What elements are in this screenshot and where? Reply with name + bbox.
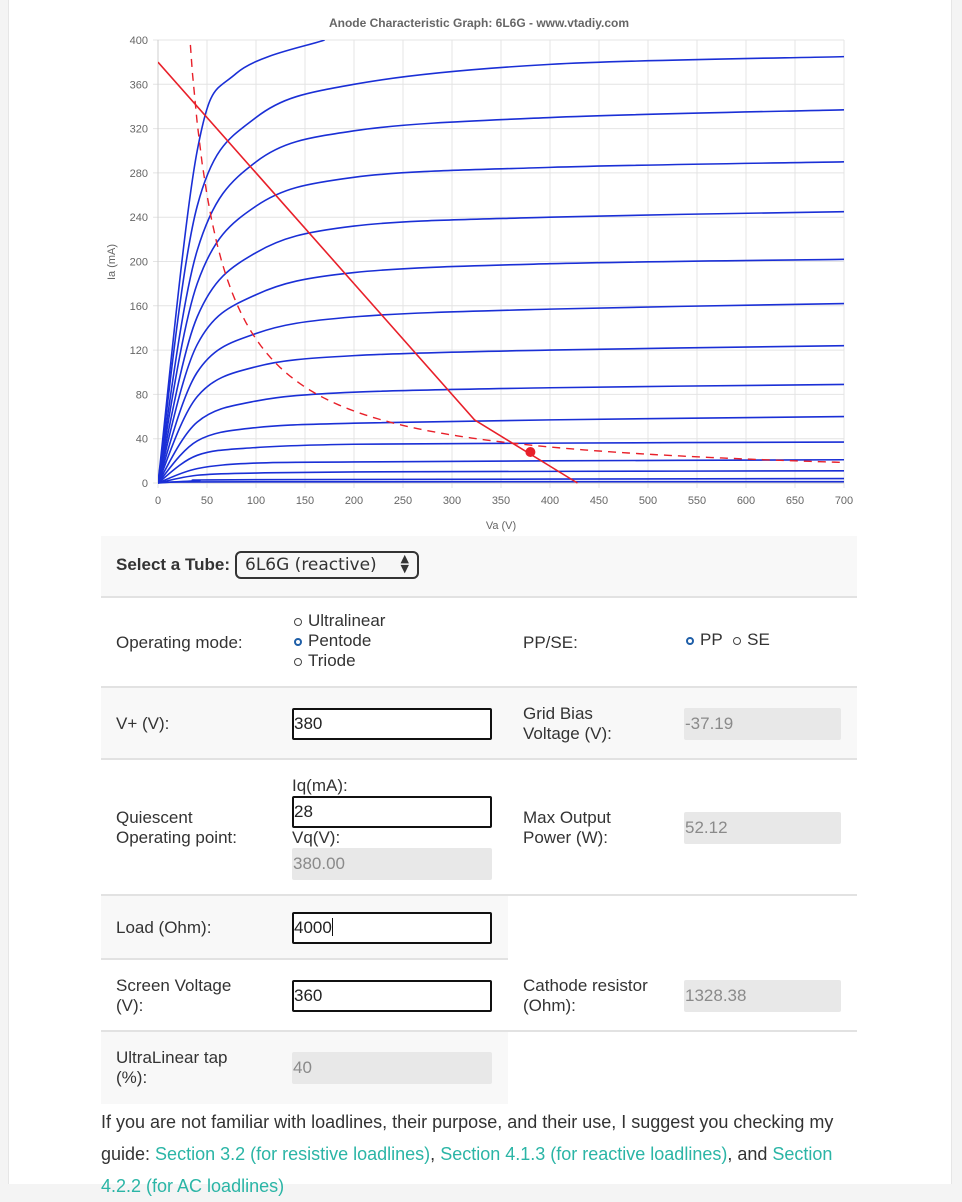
quiescent-label: Quiescent Operating point: <box>116 808 237 847</box>
se-label: SE <box>747 630 770 649</box>
pp-label: PP <box>700 630 723 649</box>
cathode-resistor-label: Cathode resistor (Ohm): <box>523 976 648 1015</box>
mode-ultralinear-label: Ultralinear <box>308 611 386 630</box>
y-tick-label: 280 <box>129 167 148 180</box>
x-tick-label: 400 <box>540 495 560 507</box>
radio-ultralinear[interactable] <box>294 618 302 626</box>
operating-mode-row <box>101 598 857 688</box>
y-tick-label: 80 <box>135 389 148 402</box>
chart-title: Anode Characteristic Graph: 6L6G - www.vtadiy.com <box>328 16 630 30</box>
chart-plot-area <box>136 3 844 483</box>
tube-select-value: 6L6G (reactive) <box>245 555 377 575</box>
ultralinear-tap-label: UltraLinear tap (%): <box>116 1048 228 1087</box>
x-tick-label: 200 <box>344 495 364 507</box>
vplus-row <box>101 688 857 760</box>
radio-pentode[interactable] <box>294 638 302 646</box>
y-tick-label: 200 <box>129 256 148 269</box>
vplus-input[interactable]: 380 <box>292 708 492 740</box>
tube-select-row <box>101 536 857 598</box>
x-tick-label: 650 <box>785 495 805 507</box>
load-label: Load (Ohm): <box>116 918 212 937</box>
select-tube-label: Select a Tube: <box>116 555 230 574</box>
x-tick-label: 550 <box>687 495 707 507</box>
x-tick-label: 700 <box>834 495 854 507</box>
x-tick-label: 0 <box>154 495 162 507</box>
tube-select[interactable] <box>235 551 419 579</box>
load-row <box>101 896 508 960</box>
radio-se[interactable] <box>733 637 741 645</box>
anode-characteristic-chart <box>0 0 962 536</box>
y-tick-label: 160 <box>129 300 148 313</box>
link-section-3-2[interactable]: Section 3.2 (for resistive loadlines) <box>155 1144 431 1164</box>
iq-label: Iq(mA): <box>292 776 348 795</box>
plot-series-group <box>136 3 844 483</box>
x-tick-label: 450 <box>589 495 609 507</box>
ppse-label: PP/SE: <box>523 633 578 652</box>
loadline-guide-paragraph <box>101 1106 861 1202</box>
x-tick-label: 500 <box>638 495 658 507</box>
screen-voltage-input[interactable]: 360 <box>292 980 492 1012</box>
max-power-output: 52.12 <box>684 812 841 844</box>
mode-pentode-label: Pentode <box>308 631 372 650</box>
x-tick-label: 100 <box>246 495 266 507</box>
radio-triode[interactable] <box>294 658 302 666</box>
separator-2: , and <box>727 1144 773 1164</box>
link-section-4-1-3[interactable]: Section 4.1.3 (for reactive loadlines) <box>440 1144 728 1164</box>
x-tick-label: 300 <box>442 495 462 507</box>
operating-point-marker <box>525 447 535 457</box>
y-tick-label: 320 <box>129 123 148 136</box>
screen-voltage-label: Screen Voltage (V): <box>116 976 232 1015</box>
x-tick-label: 150 <box>295 495 315 507</box>
y-tick-label: 40 <box>135 433 148 446</box>
y-tick-label: 400 <box>129 35 148 47</box>
quiescent-row <box>101 760 857 896</box>
link-section-4-2-2[interactable]: Section 4.2.2 (for AC loadlines) <box>101 1144 833 1196</box>
mode-option-ultralinear[interactable] <box>294 611 385 631</box>
text-caret <box>332 918 333 936</box>
ultralinear-row <box>101 1032 508 1104</box>
y-axis-label: Ia (mA) <box>106 243 118 281</box>
x-tick-label: 600 <box>736 495 756 507</box>
mode-option-triode[interactable] <box>294 651 356 671</box>
vq-output: 380.00 <box>292 848 492 880</box>
mode-triode-label: Triode <box>308 651 356 670</box>
cathode-resistor-output: 1328.38 <box>684 980 841 1012</box>
mode-option-pentode[interactable] <box>294 631 371 651</box>
operating-mode-label: Operating mode: <box>116 633 243 652</box>
y-tick-label: 240 <box>129 212 148 225</box>
ultralinear-tap-output: 40 <box>292 1052 492 1084</box>
y-tick-label: 0 <box>141 478 148 490</box>
vq-label: Vq(V): <box>292 828 341 847</box>
x-tick-label: 50 <box>200 495 214 507</box>
y-tick-label: 120 <box>129 345 148 358</box>
ppse-options <box>686 630 770 650</box>
separator-1: , <box>430 1144 441 1164</box>
vplus-label: V+ (V): <box>116 714 170 733</box>
iq-input[interactable]: 28 <box>292 796 492 828</box>
screen-voltage-row <box>101 960 857 1032</box>
select-arrows-icon: ▲ ▼ <box>400 552 409 575</box>
max-power-label: Max Output Power (W): <box>523 808 611 847</box>
y-tick-label: 360 <box>129 79 148 92</box>
grid-bias-label: Grid Bias Voltage (V): <box>523 704 612 743</box>
chart-grid <box>130 35 854 507</box>
grid-bias-output: -37.19 <box>684 708 841 740</box>
x-tick-label: 350 <box>491 495 511 507</box>
x-axis-label: Va (V) <box>485 520 517 532</box>
guide-intro-text: If you are not familiar with loadlines, their purpose, and their use, I suggest you checking my guide: <box>101 1112 834 1164</box>
x-tick-label: 250 <box>393 495 413 507</box>
load-input-value: 4000 <box>294 918 332 937</box>
radio-pp[interactable] <box>686 637 694 645</box>
load-input[interactable] <box>292 912 492 944</box>
